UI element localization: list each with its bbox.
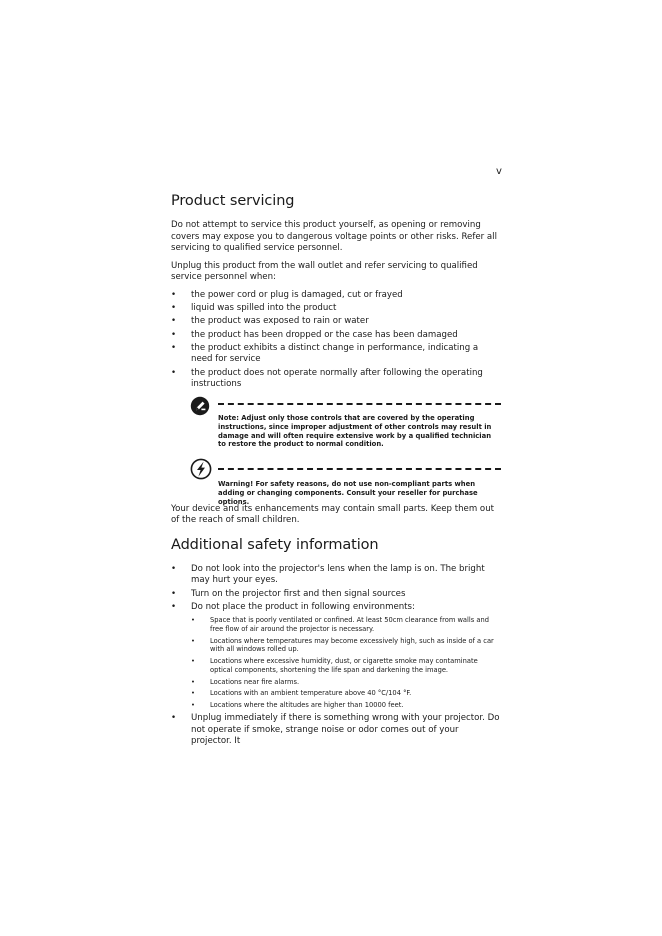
list-item: • the product does not operate normally after following the operating instructions [171,368,501,391]
list-item-text: Do not place the product in following environments: [191,601,415,612]
sub-list-item: • Locations where temperatures may become excessively high, such as inside of a car with all windows rolled up. [191,637,501,654]
product-servicing-heading: Product servicing [171,193,295,209]
list-item [171,602,501,710]
servicing-conditions-list [171,290,501,391]
note-text: Note: Adjust only those controls that are covered by the operating instructions, since improper adjustment of other controls may result in damage and will often require extensive work by a qualified technician to restore the product to normal condition. [218,413,492,449]
page-content [171,192,501,749]
warning-text: Warning! For safety reasons, do not use non-compliant parts when adding or changing components. Consult your reseller for purchase options. [218,479,478,506]
list-item: • the product exhibits a distinct change in performance, indicating a need for service [171,343,501,366]
warning-block [171,458,501,504]
servicing-paragraph-2: Unplug this product from the wall outlet and refer servicing to qualified service personnel when: [171,260,478,283]
note-divider [218,403,501,405]
warning-lightning-icon [190,458,212,480]
sub-list-item: • Locations where excessive humidity, dust, or cigarette smoke may contaminate optical components, shortening the life span and darkening the image. [191,657,501,674]
list-item: • Unplug immediately if there is something wrong with your projector. Do not operate if smoke, strange noise or odor comes out of your projector. It [171,713,501,748]
list-item: • the power cord or plug is damaged, cut or frayed [171,290,501,302]
list-item: • the product has been dropped or the case has been damaged [171,330,501,342]
small-parts-paragraph: Your device and its enhancements may contain small parts. Keep them out of the reach of small children. [171,503,495,526]
servicing-paragraph-1: Do not attempt to service this product yourself, as opening or removing covers may expose you to dangerous voltage points or other risks. Refer all servicing to qualified service personnel. [171,220,497,254]
note-pen-icon [190,396,210,416]
sub-list-item: • Locations near fire alarms. [191,678,501,687]
list-item: • Do not look into the projector's lens when the lamp is on. The bright may hurt your eyes. [171,564,501,587]
sub-list-item: • Space that is poorly ventilated or confined. At least 50cm clearance from walls and free flow of air around the projector is necessary. [191,616,501,633]
list-item: • Turn on the projector first and then signal sources [171,589,501,601]
environment-sublist [191,616,501,709]
page-number: v [496,166,502,177]
note-block [171,396,501,454]
warning-divider [218,468,501,470]
list-item: • the product was exposed to rain or water [171,316,501,328]
list-item: • liquid was spilled into the product [171,303,501,315]
additional-safety-heading: Additional safety information [171,536,379,553]
additional-safety-list [171,564,501,748]
sub-list-item: • Locations with an ambient temperature above 40 °C/104 °F. [191,689,501,698]
sub-list-item: • Locations where the altitudes are higher than 10000 feet. [191,701,501,710]
